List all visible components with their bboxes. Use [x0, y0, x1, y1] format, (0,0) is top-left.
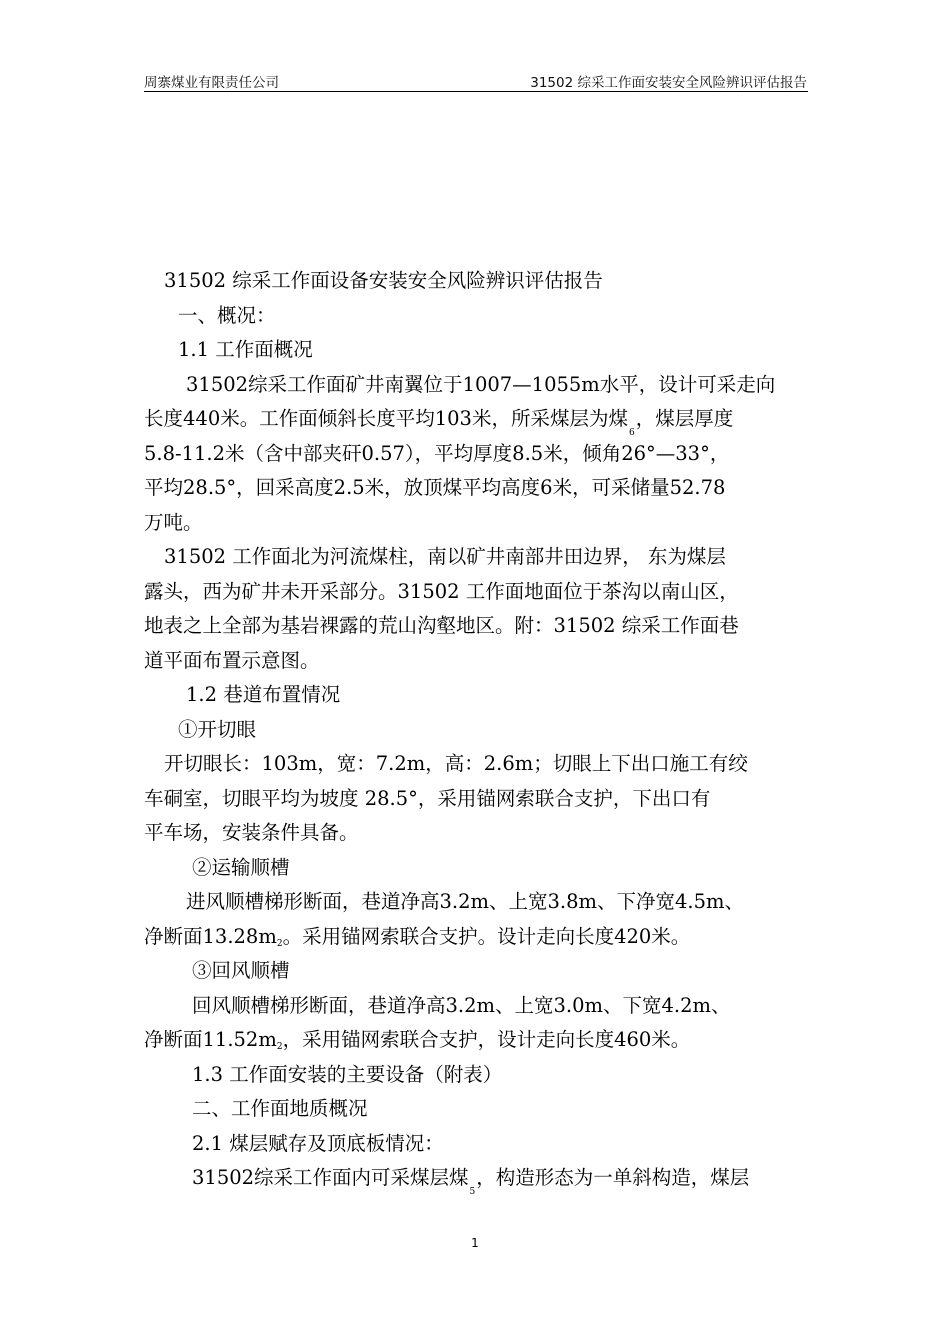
document-body [144, 264, 814, 1196]
paragraph-line [144, 1023, 814, 1058]
paragraph-line: 进风顺槽梯形断面，巷道净高3.2m、上宽3.8m、下净宽4.5m、 [186, 890, 745, 913]
square-unit-superscript: 2 [276, 938, 283, 949]
item-heading-transport-roadway: ②运输顺槽 [192, 855, 290, 879]
text-run: 净断面11.52m [144, 1028, 277, 1051]
page-number: 1 [471, 1236, 479, 1250]
paragraph-line: 地表之上全部为基岩裸露的荒山沟壑地区。附：31502 综采工作面巷 [144, 614, 739, 637]
paragraph-line: 31502综采工作面矿井南翼位于1007—1055m水平，设计可采走向 [186, 372, 776, 396]
text-run: 净断面13.28m [144, 924, 277, 948]
subscript: 6 [628, 428, 635, 438]
paragraph-line: 31502 工作面北为河流煤柱，南以矿井南部井田边界， 东为煤层 [164, 545, 726, 568]
header-document-title: 31502 综采工作面安装安全风险辨识评估报告 [530, 75, 807, 91]
text-run: 。采用锚网索联合支护。设计走向长度420米。 [282, 924, 691, 948]
subsection-heading-1-2: 1.2 巷道布置情况 [186, 683, 341, 706]
text-run: 长度440米。工作面倾斜长度平均103米，所采煤层为煤 [144, 407, 628, 430]
subsection-heading-1-1: 1.1 工作面概况 [178, 338, 313, 361]
paragraph-line: 回风顺槽梯形断面，巷道净高3.2m、上宽3.0m、下宽4.2m、 [192, 993, 731, 1017]
paragraph-line: 平车场，安装条件具备。 [144, 821, 359, 844]
paragraph-line: 平均28.5°，回采高度2.5米，放顶煤平均高度6米，可采储量52.78 [144, 476, 726, 499]
paragraph-line: 万吨。 [144, 510, 203, 534]
header-divider [144, 91, 808, 92]
paragraph-line: 5.8-11.2米（含中部夹矸0.57），平均厚度8.5米，倾角26°—33°， [144, 441, 730, 465]
subsection-heading-1-3: 1.3 工作面安装的主要设备（附表） [192, 1062, 503, 1086]
paragraph-line [144, 402, 814, 437]
paragraph-line [144, 920, 814, 955]
section-heading-overview: 一、概况： [178, 303, 276, 327]
text-run: ，构造形态为一单斜构造，煤层 [476, 1166, 750, 1189]
subsection-heading-2-1: 2.1 煤层赋存及顶底板情况： [192, 1131, 444, 1155]
document-title: 31502 综采工作面设备安装安全风险辨识评估报告 [164, 269, 603, 292]
paragraph-line: 道平面布置示意图。 [144, 648, 320, 672]
item-heading-cut-hole: ①开切眼 [178, 717, 257, 741]
text-run: 31502综采工作面内可采煤层煤 [192, 1166, 469, 1189]
paragraph-line: 开切眼长：103m，宽：7.2m，高：2.6m；切眼上下出口施工有绞 [164, 752, 748, 775]
text-run: ，煤层厚度 [635, 407, 734, 430]
section-heading-geology: 二、工作面地质概况 [192, 1097, 368, 1120]
header-company-name: 周寨煤业有限责任公司 [144, 75, 279, 91]
paragraph-line: 车硐室，切眼平均为坡度 28.5°，采用锚网索联合支护，下出口有 [144, 786, 711, 810]
square-unit-superscript: 2 [276, 1042, 283, 1052]
paragraph-line [144, 1161, 814, 1196]
subscript: 5 [469, 1187, 476, 1197]
item-heading-return-roadway: ③回风顺槽 [192, 959, 290, 982]
text-run: ，采用锚网索联合支护，设计走向长度460米。 [282, 1028, 691, 1051]
paragraph-line: 露头，西为矿井未开采部分。31502 工作面地面位于茶沟以南山区， [144, 579, 739, 603]
